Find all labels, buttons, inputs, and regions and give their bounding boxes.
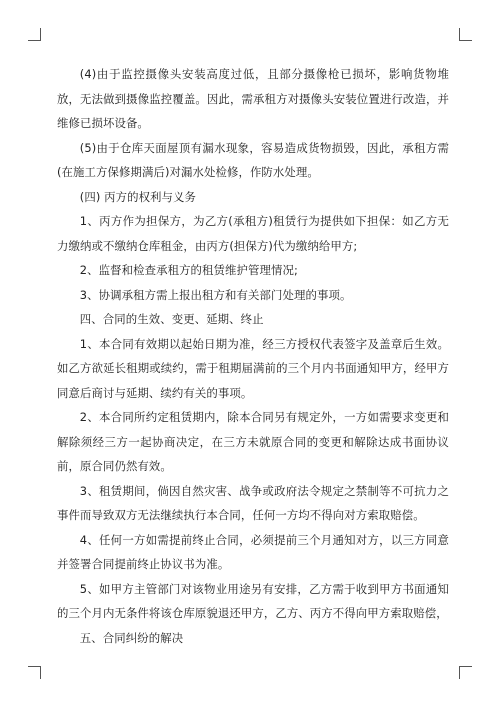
paragraph-4-4-early-termination: 4、任何一方如需提前终止合同，必须提前三个月通知对方，以三方同意并签署合同提前终止协议书为准。 bbox=[57, 532, 449, 571]
section-heading-party-c-rights: (四) 丙方的权利与义务 bbox=[79, 189, 197, 204]
crop-mark-top-right-h bbox=[459, 40, 472, 41]
paragraph-c-2-supervise: 2、监督和检查承租方的租赁维护管理情况; bbox=[79, 263, 298, 277]
paragraph-c-3-coordinate: 3、协调承租方需上报出租方和有关部门处理的事项。 bbox=[79, 287, 352, 302]
paragraph-c-1-guarantee: 1、丙方作为担保方，为乙方(承租方)租赁行为提供如下担保：如乙方无力缴纳或不缴纳仓库租金，由丙方(担保方)代为缴纳给甲方; bbox=[57, 214, 449, 253]
crop-mark-bottom-right-h bbox=[459, 666, 472, 667]
paragraph-4-5-authority-arrangement: 5、如甲方主管部门对该物业用途另有安排，乙方需于收到甲方书面通知的三个月内无条件将该仓库原貌退还甲方，乙方、丙方不得向甲方索取赔偿， bbox=[57, 581, 449, 620]
crop-mark-bottom-right-v bbox=[459, 666, 460, 679]
document-body bbox=[57, 62, 449, 650]
paragraph-4-camera: (4)由于监控摄像头安装高度过低，且部分摄像枪已损坏，影响货物堆放，无法做到摄像监控覆盖。因此，需承租方对摄像头安装位置进行改造，并维修已损坏设备。 bbox=[57, 67, 449, 130]
paragraph-4-2-modification: 2、本合同所约定租赁期内，除本合同另有规定外，一方如需要求变更和解除须经三方一起协商决定，在三方未就原合同的变更和解除达成书面协议前，原合同仍然有效。 bbox=[57, 410, 449, 473]
paragraph-5-roof-leak: (5)由于仓库天面屋顶有漏水现象，容易造成货物损毁，因此，承租方需(在施工方保修期满后)对漏水处检修，作防水处理。 bbox=[57, 140, 449, 179]
crop-mark-bottom-left-v bbox=[40, 666, 41, 679]
paragraph-4-3-force-majeure: 3、租赁期间，倘因自然灾害、战争或政府法令规定之禁制等不可抗力之事件而导致双方无法继续执行本合同，任何一方均不得向对方索取赔偿。 bbox=[57, 483, 449, 522]
section-heading-effect-change: 四、合同的生效、变更、延期、终止 bbox=[79, 312, 264, 326]
crop-mark-bottom-left-h bbox=[28, 666, 41, 667]
paragraph-4-1-validity: 1、本合同有效期以起始日期为准，经三方授权代表签字及盖章后生效。如乙方欲延长租期或续约，需于租期届满前的三个月内书面通知甲方，经甲方同意后商讨与延期、续约有关的事项。 bbox=[57, 336, 449, 400]
section-heading-dispute: 五、合同纠纷的解决 bbox=[79, 630, 184, 645]
crop-mark-top-left-h bbox=[28, 40, 41, 41]
